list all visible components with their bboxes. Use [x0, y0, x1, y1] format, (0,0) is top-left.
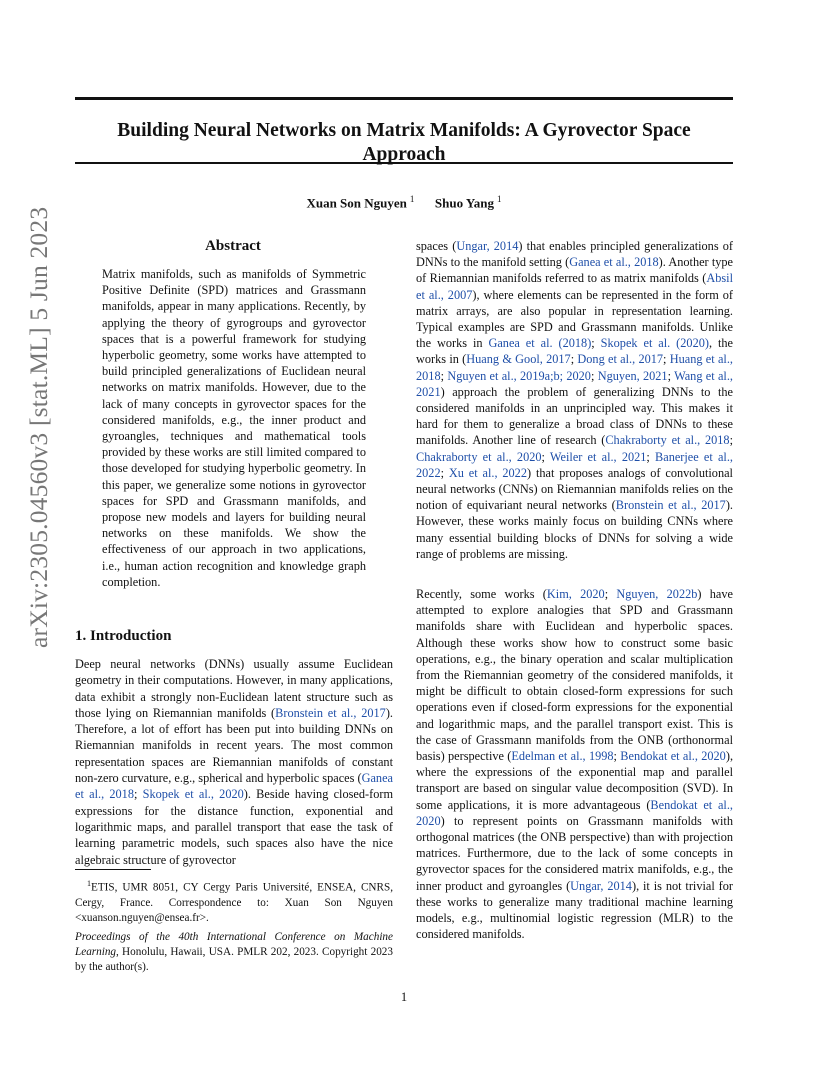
citation-link[interactable]: Ungar, 2014 — [456, 239, 519, 253]
intro-paragraph-left — [75, 656, 393, 868]
author-affiliation-mark: 1 — [409, 194, 415, 204]
proceedings-details: , Honolulu, Hawaii, USA. PMLR 202, 2023. Copyright 2023 by the author(s). — [75, 946, 393, 974]
paragraph-text: ). Another type of Riemannian manifolds referred to as matrix manifolds ( — [416, 255, 733, 286]
paragraph-text: ) have attempted to explore analogies that SPD and Grassmann manifolds share with Euclidean and hyperbolic spaces. Although these works show how to construct some basic operations, e.g., the binary operation and scalar multiplication from the Riemannian geometry of the considered manifolds, it might be difficult to obtain closed-form expressions for such operations even if closed-form expressions for the exponential and logarithmic maps, and the parallel transport exist. This is the case of Grassmann manifolds from the ONB (orthonormal basis) perspective ( — [416, 587, 733, 764]
citation-link[interactable]: Weiler et al., 2021 — [549, 449, 647, 464]
citation-link[interactable]: Skopek et al. (2020) — [600, 336, 709, 351]
page-number: 1 — [400, 990, 408, 1004]
paragraph-text: ; — [729, 433, 733, 448]
citation-link[interactable]: Bendokat et al., 2020 — [416, 797, 733, 828]
citation-link[interactable]: Skopek et al., 2020 — [142, 787, 244, 802]
paragraph-text: ). Therefore, a lot of effort has been put into building DNNs on Riemannian manifolds in recent years. The most common representation spaces are Riemannian manifolds of constant non-zero curvature, e.g., spherical and hyperbolic spaces ( — [75, 705, 393, 786]
citation-link[interactable]: Dong et al., 2017 — [577, 352, 664, 367]
paragraph-text: ; — [613, 749, 621, 764]
citation-link[interactable]: Banerjee et al., 2022 — [416, 449, 733, 480]
abstract-text: Matrix manifolds, such as manifolds of Symmetric Positive Definite (SPD) matrices and Grassmann manifolds, appear in many applications. Recently, by applying the theory of gyrogroups and gyrovector spaces that is a powerful framework for studying hyperbolic geometry, some works have attempted to build principled generalizations of Euclidean neural networks on matrix manifolds. However, due to the lack of many concepts in gyrovector spaces for the considered manifolds, e.g., the inner product and gyroangles, techniques and mathematical tools provided by these works are still limited compared to those developed for studying hyperbolic geometry. In this paper, we generalize some notions in gyrovector spaces for SPD and Grassmann manifolds, and propose new models and layers for building neural networks on these manifolds. We show the effectiveness of our approach in two applications, i.e., human action recognition and knowledge graph completion. — [102, 267, 366, 589]
paragraph-text: ; — [440, 465, 449, 480]
paragraph-text: spaces ( — [416, 239, 457, 253]
author-list — [75, 191, 733, 211]
author-affiliation-mark: 1 — [497, 194, 502, 204]
paragraph-text: , the works in ( — [416, 336, 734, 367]
citation-link[interactable]: Huang et al., 2018 — [416, 352, 733, 383]
citation-link[interactable]: Edelman et al., 1998 — [511, 749, 614, 764]
author-name: Xuan Son Nguyen — [306, 195, 407, 211]
paragraph-text: ; — [663, 352, 670, 367]
paragraph-text: ; — [133, 787, 143, 802]
paragraph-text: ), where the expressions of the exponential map and parallel transport are based on singular value decomposition (SVD). In some applications, it is more advantageous ( — [416, 749, 734, 812]
paragraph-text: ) that enables principled generalizations of DNNs to the manifold setting ( — [416, 239, 733, 270]
citation-link[interactable]: Chakraborty et al., 2020 — [416, 449, 542, 464]
citation-link[interactable]: Nguyen, 2021 — [597, 368, 668, 383]
footnote-text: ETIS, UMR 8051, CY Cergy Paris Université, ENSEA, CNRS, Cergy, France. Correspondence to: Xuan Son Nguyen <xuanson.nguyen@ensea.fr>. — [75, 881, 393, 925]
paragraph-text: ). However, these works mainly focus on building CNNs where many essential building blocks of DNNs for solving a wide range of problems are missing. — [416, 498, 733, 561]
section-heading: 1. Introduction — [75, 628, 172, 644]
paragraph-text: Recently, some works ( — [416, 587, 547, 601]
citation-link[interactable]: Ungar, 2014 — [570, 878, 632, 893]
paragraph-text: ; — [570, 352, 578, 367]
citation-link[interactable]: Bronstein et al., 2017 — [615, 498, 726, 513]
proceedings-venue: Proceedings of the 40th International Conference on Machine Learning — [75, 931, 393, 959]
paragraph-text: ; — [667, 368, 675, 383]
paragraph-text: ), where elements can be represented in the form of matrix arrays, are also popular in representation learning. Typical examples are SPD and Grassmann manifolds. Unlike the works in — [416, 287, 733, 351]
citation-link[interactable]: Ganea et al. (2018) — [488, 336, 592, 351]
paragraph-text: ; — [591, 336, 601, 351]
citation-link[interactable]: Nguyen et al., 2019a;b; 2020 — [447, 368, 591, 383]
paragraph-text: ; — [590, 368, 598, 383]
paper-title: Building Neural Networks on Matrix Manifolds: A Gyrovector Space Approach — [117, 120, 691, 165]
footnote-mark: 1 — [87, 879, 91, 888]
citation-link[interactable]: Ganea et al., 2018 — [75, 771, 393, 802]
abstract-heading: Abstract — [205, 238, 261, 254]
paragraph-text: ) approach the problem of generalizing DNNs to the considered manifolds in an unprincipled way. This makes it hard for them to generalize a broad class of DNNs to these manifolds. Another line of research ( — [416, 384, 733, 448]
author-name: Shuo Yang — [434, 195, 495, 211]
arxiv-identifier: arXiv:2305.04560v3 [stat.ML] 5 Jun 2023 — [24, 206, 53, 648]
paragraph-text: Deep neural networks (DNNs) usually assume Euclidean geometry in their computations. However, in many applications, data exhibit a strongly non-Euclidean latent structure such as those lying on Riemannian manifolds ( — [75, 657, 393, 720]
paragraph-text: ; — [604, 587, 617, 601]
title-top-rule — [75, 97, 733, 100]
paragraph-text: ) that proposes analogs of convolutional neural networks (CNNs) on Riemannian manifolds relies on the notion of equivariant neural networks ( — [416, 465, 733, 513]
citation-link[interactable]: Wang et al., 2021 — [416, 368, 733, 399]
footnote-rule — [75, 869, 151, 870]
citation-link[interactable]: Huang & Gool, 2017 — [466, 352, 571, 367]
citation-link[interactable]: Bendokat et al., 2020 — [620, 749, 726, 764]
paragraph-text: ), it is not trivial for these works to generalize many traditional machine learning models, e.g., multinomial logistic regression (MLR) to the considered manifolds. — [416, 878, 734, 942]
citation-link[interactable]: Chakraborty et al., 2018 — [605, 433, 730, 448]
citation-link[interactable]: Ganea et al., 2018 — [569, 255, 659, 270]
affiliation-footnote — [75, 876, 393, 926]
intro-paragraph-right-1 — [416, 238, 733, 562]
paragraph-text: ; — [541, 449, 550, 464]
title-bottom-rule — [75, 162, 733, 164]
citation-link[interactable]: Xu et al., 2022 — [448, 465, 527, 480]
intro-paragraph-right-2 — [416, 586, 733, 942]
paragraph-text: ). Beside having closed-form expressions for the distance function, exponential and logarithmic maps, and parallel transport that ease the task of learning parametric models, such spaces also have the nice algebraic structure of gyrovector — [75, 787, 394, 867]
paragraph-text: ; — [646, 449, 656, 464]
citation-link[interactable]: Bronstein et al., 2017 — [275, 705, 386, 720]
paragraph-text: ; — [440, 368, 448, 383]
proceedings-note — [75, 930, 393, 976]
citation-link[interactable]: Kim, 2020 — [546, 587, 605, 601]
citation-link[interactable]: Nguyen, 2022b — [616, 587, 698, 601]
citation-link[interactable]: Absil et al., 2007 — [416, 271, 733, 302]
paragraph-text: ) to represent points on Grassmann manifolds with orthogonal matrices (the ONB perspective) than with projection matrices. Furthermore, due to the lack of some concepts in gyrovector spaces for the considered matrix manifolds, e.g., the inner product and gyroangles ( — [416, 813, 733, 893]
